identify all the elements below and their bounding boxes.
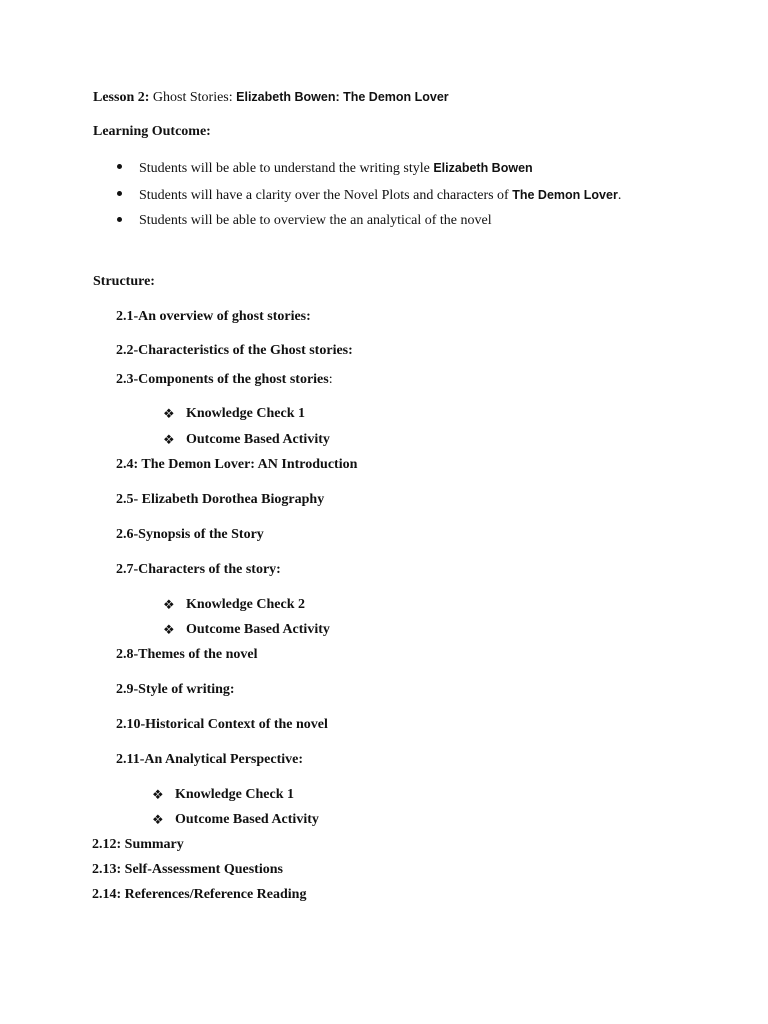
- lesson-book-title: Elizabeth Bowen: The Demon Lover: [236, 90, 449, 104]
- four-diamond-bullet-icon: ❖: [163, 406, 175, 421]
- structure-item: 2.2-Characteristics of the Ghost stories:: [116, 343, 353, 358]
- lesson-label: Lesson 2:: [93, 90, 150, 105]
- structure-subitem: Knowledge Check 1: [175, 787, 294, 802]
- structure-subitem: Outcome Based Activity: [175, 812, 319, 827]
- four-diamond-bullet-icon: ❖: [152, 812, 164, 827]
- structure-item: 2.9-Style of writing:: [116, 682, 235, 697]
- structure-item: 2.1-An overview of ghost stories:: [116, 309, 311, 324]
- learning-outcome-bullet: Students will have a clarity over the Novel Plots and characters of The Demon Lover.: [139, 188, 622, 203]
- lesson-topic: Ghost Stories:: [152, 90, 233, 105]
- learning-outcome-heading: Learning Outcome:: [93, 124, 211, 139]
- structure-subitem: Outcome Based Activity: [186, 432, 330, 447]
- structure-item: 2.3-Components of the ghost stories:: [116, 372, 333, 387]
- structure-item: 2.6-Synopsis of the Story: [116, 527, 264, 542]
- structure-item: 2.5- Elizabeth Dorothea Biography: [116, 492, 325, 507]
- bullet-icon: [117, 164, 122, 169]
- four-diamond-bullet-icon: ❖: [163, 432, 175, 447]
- structure-item: 2.8-Themes of the novel: [116, 647, 258, 662]
- structure-subitem: Knowledge Check 1: [186, 406, 305, 421]
- structure-item: 2.14: References/Reference Reading: [92, 887, 307, 902]
- structure-subitem: Outcome Based Activity: [186, 622, 330, 637]
- structure-subitem: Knowledge Check 2: [186, 597, 305, 612]
- bullet-icon: [117, 217, 122, 222]
- learning-outcome-bullet: Students will be able to understand the writing style Elizabeth Bowen: [139, 161, 533, 176]
- four-diamond-bullet-icon: ❖: [163, 597, 175, 612]
- structure-item: 2.12: Summary: [92, 837, 184, 852]
- structure-item: 2.7-Characters of the story:: [116, 562, 281, 577]
- learning-outcome-bullet: Students will be able to overview the an analytical of the novel: [139, 213, 492, 228]
- structure-item: 2.4: The Demon Lover: AN Introduction: [116, 457, 358, 472]
- bullet-icon: [117, 191, 122, 196]
- four-diamond-bullet-icon: ❖: [163, 622, 175, 637]
- four-diamond-bullet-icon: ❖: [152, 787, 164, 802]
- structure-item: 2.13: Self-Assessment Questions: [92, 862, 283, 877]
- lesson-title: [93, 88, 449, 107]
- structure-item: 2.11-An Analytical Perspective:: [116, 752, 304, 767]
- structure-heading: Structure:: [93, 274, 155, 289]
- structure-item: 2.10-Historical Context of the novel: [116, 717, 328, 732]
